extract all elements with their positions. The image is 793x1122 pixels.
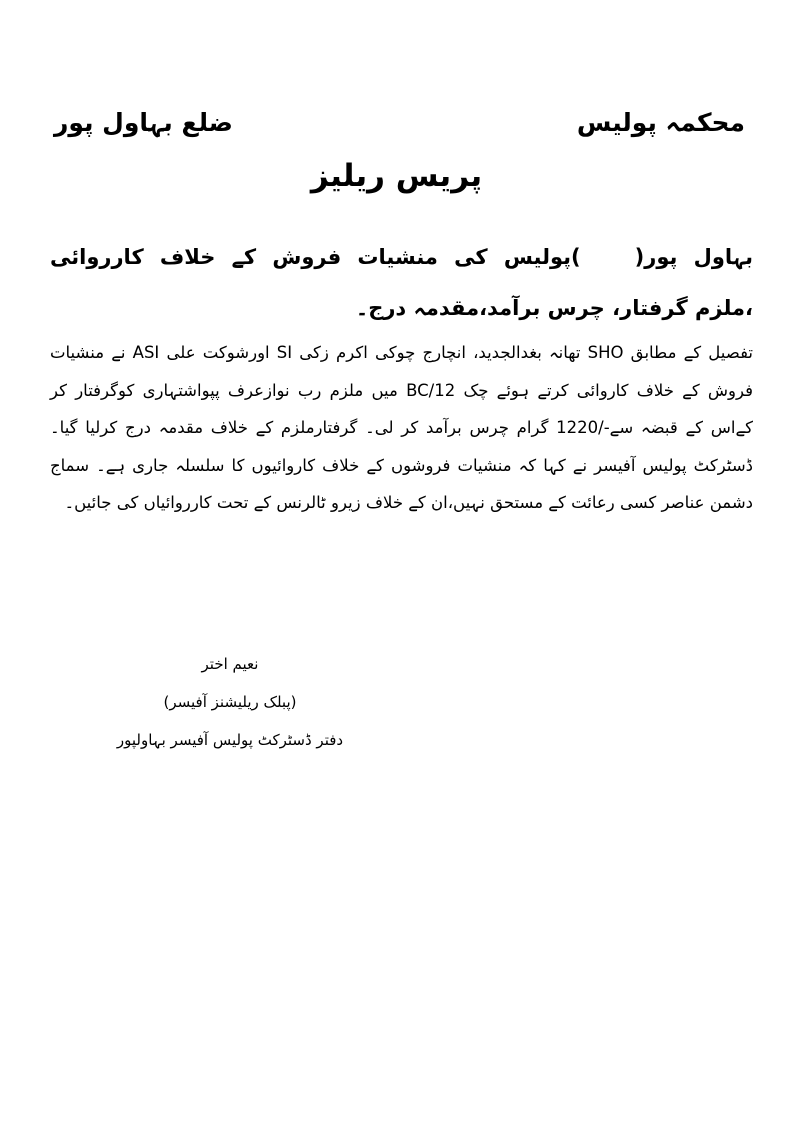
district-heading: ضلع بہاول پور (54, 108, 233, 137)
document-title: پریس ریلیز (310, 158, 483, 194)
headline-place: بہاول پور( (634, 245, 753, 269)
signature-block (100, 645, 360, 759)
department-heading: محکمہ پولیس (576, 108, 745, 137)
headline-text: )پولیس کی منشیات فروش کے خلاف کارروائی ،ملزم گرفتار، چرس برآمد،مقدمہ درج۔ (50, 245, 753, 320)
signatory-office: دفتر ڈسٹرکٹ پولیس آفیسر بہاولپور (116, 731, 344, 749)
press-release-body: تفصیل کے مطابق SHO تھانہ بغدالجدید، انچارج چوکی اکرم زکی SI اورشوکت علی ASI نے منشیات فروش کے خلاف کاروائی کرتے ہوئے چک 12/BC میں ملزم رب نوازعرف پپواشتہاری کوگرفتار کر کےاس کے قبضہ سے-/1220 گرام چرس برآمد کر لی۔ گرفتارملزم کے خلاف مقدمہ درج کرلیا گیا۔ڈسٹرکٹ پولیس آفیسر نے کہا کہ منشیات فروشوں کے خلاف کاروائیوں کا سلسلہ جاری ہے۔ سماج دشمن عناصر کسی رعائت کے مستحق نہیں،ان کے خلاف زیرو ٹالرنس کے تحت کارروائیاں کی جائیں۔ (50, 343, 754, 512)
signatory-designation: (پبلک ریلیشنز آفیسر) (163, 693, 297, 711)
signatory-name: نعیم اختر (201, 655, 259, 673)
headline (50, 232, 753, 334)
